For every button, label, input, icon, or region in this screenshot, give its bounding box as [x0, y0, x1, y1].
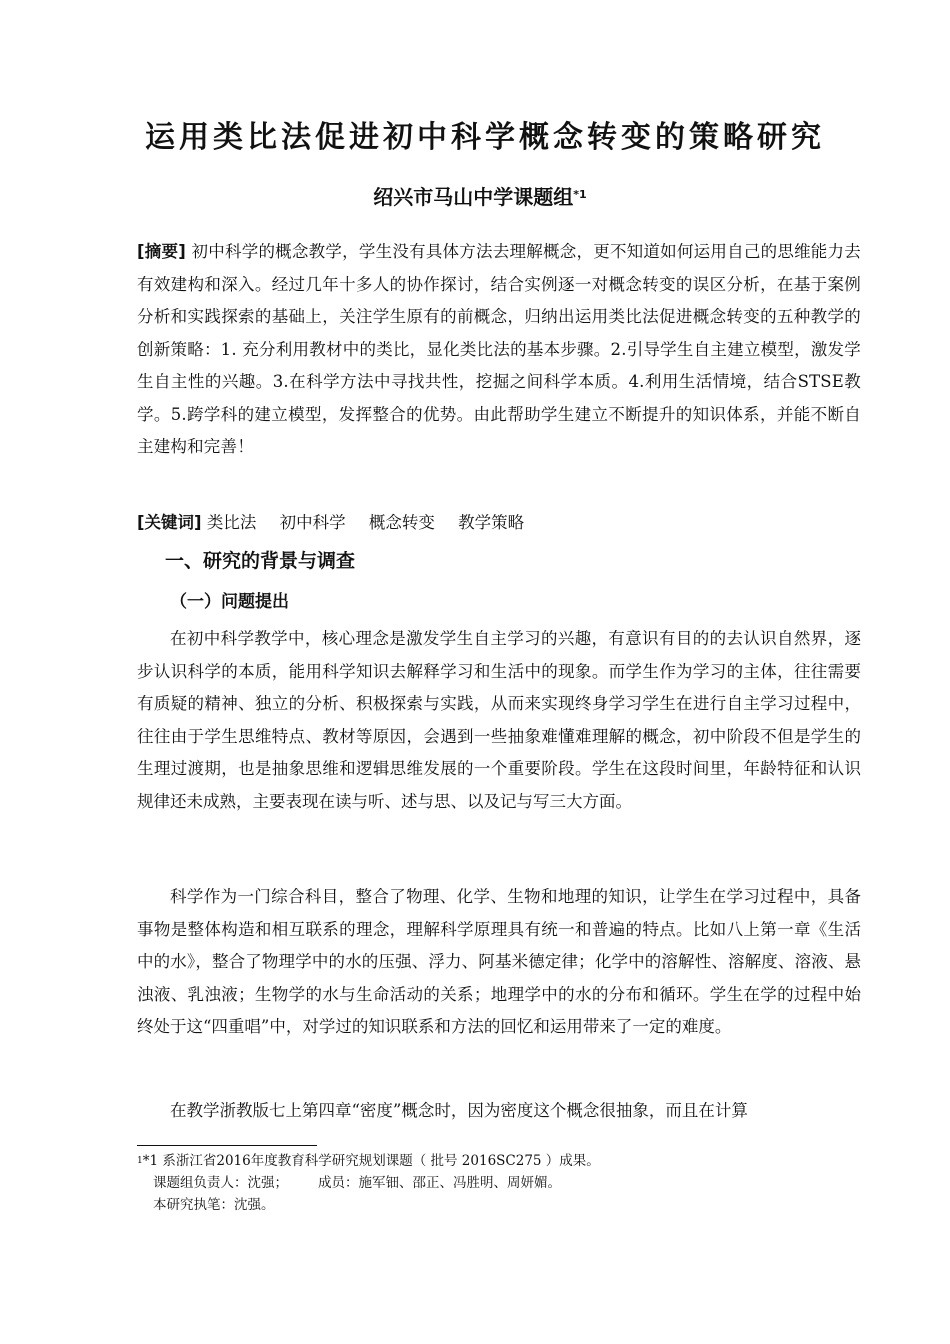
keyword-item: 初中科学: [279, 513, 346, 532]
footnote-mark: 1: [137, 1156, 143, 1166]
paragraph: 科学作为一门综合科目，整合了物理、化学、生物和地理的知识，让学生在学习过程中，具备事物是整体构造和相互联系的理念，理解科学原理具有统一和普遍的特点。比如八上第一章《生活中的水》，整合了物理学中的水的压强、浮力、阿基米德定律；化学中的溶解性、溶解度、溶液、悬浊液、乳浊液；生物学的水与生命活动的关系；地理学中的水的分布和循环。学生在学的过程中始终处于这“四重唱”中，对学过的知识联系和方法的回忆和运用带来了一定的难度。: [137, 887, 861, 1037]
footnote-text: *1 系浙江省2016年度教育科学研究规划课题（ 批号 2016SC275 ）成果。: [142, 1153, 600, 1169]
keyword-item: 教学策略: [458, 513, 525, 532]
paragraph: 在初中科学教学中，核心理念是激发学生自主学习的兴趣，有意识有目的的去认识自然界，逐步认识科学的本质，能用科学知识去解释学习和生活中的现象。而学生作为学习的主体，往往需要有质疑的精神、独立的分析、积极探索与实践，从而来实现终身学习学生在进行自主学习过程中，往往由于学生思维特点、教材等原因，会遇到一些抽象难懂难理解的概念，初中阶段不但是学生的生理过渡期，也是抽象思维和逻辑思维发展的一个重要阶段。学生在这段时间里，年龄特征和认识规律还未成熟，主要表现在读与听、述与思、以及记与写三大方面。: [137, 629, 861, 811]
abstract-label: [摘要]: [137, 242, 186, 261]
author-footnote-mark: *1: [573, 188, 587, 201]
paper-title: 运用类比法促进初中科学概念转变的策略研究: [145, 120, 825, 155]
footnote-divider: [137, 1145, 317, 1146]
footnote-line: 本研究执笔：沈强。: [153, 1197, 275, 1213]
footnote-text: 成员：施军钿、邵正、冯胜明、周妍媚。: [318, 1175, 561, 1191]
author-name: 绍兴市马山中学课题组: [373, 185, 574, 209]
footnote-text: 课题组负责人：沈强；: [153, 1175, 288, 1191]
footnote-line: [153, 1172, 877, 1194]
abstract-text: 初中科学的概念教学，学生没有具体方法去理解概念，更不知道如何运用自己的思维能力去有效建构和深入。经过几年十多人的协作探讨，结合实例逐一对概念转变的误区分析，在基于案例分析和实践探索的基础上，关注学生原有的前概念，归纳出运用类比法促进概念转变的五种教学的创新策略：1. 充分利用教材中的类比，显化类比法的基本步骤。2.引导学生自主建立模型，激发学生自主性的兴趣。3.在科学方法中寻找共性，挖掘之间科学本质。4.利用生活情境，结合STSE教学。5.跨学科的建立模型，发挥整合的优势。由此帮助学生建立不断提升的知识体系，并能不断自主建构和完善！: [137, 242, 861, 456]
author-line: [220, 182, 740, 212]
paragraph: 在教学浙教版七上第四章“密度”概念时，因为密度这个概念很抽象，而且在计算: [170, 1101, 748, 1120]
abstract: [137, 236, 861, 464]
keywords: [137, 510, 542, 536]
footnote-line: [137, 1150, 861, 1172]
keyword-item: 概念转变: [368, 513, 435, 532]
section-heading: 一、研究的背景与调查: [165, 550, 356, 572]
subsection-heading: （一）问题提出: [170, 592, 289, 612]
keyword-item: 类比法: [206, 513, 257, 532]
keywords-label: [关键词]: [137, 513, 202, 532]
